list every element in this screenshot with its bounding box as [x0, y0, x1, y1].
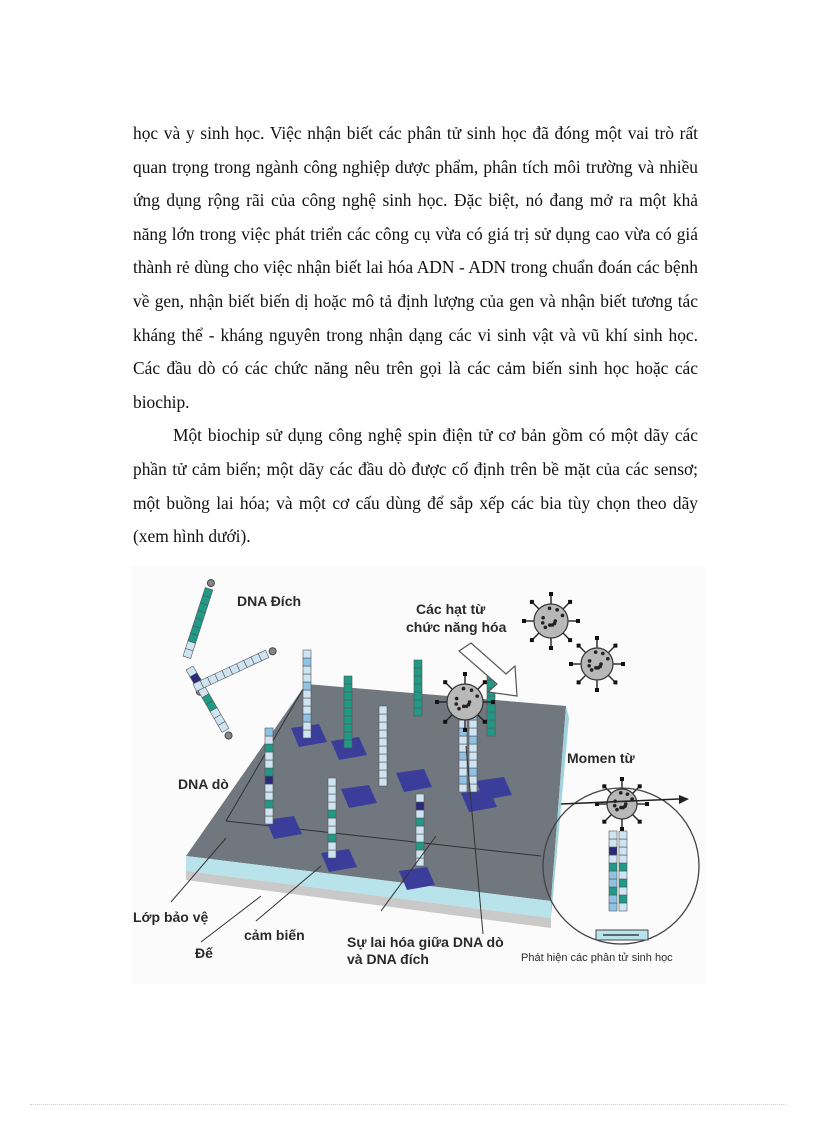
- nanoparticle: [435, 672, 495, 732]
- label-de: Đế: [195, 945, 213, 961]
- biochip-figure: [131, 566, 705, 984]
- label-su-lai-hoa-2: và DNA đích: [347, 951, 429, 967]
- nanoparticle: [595, 777, 649, 831]
- label-cam-bien: cảm biến: [244, 927, 305, 943]
- label-su-lai-hoa-1: Sự lai hóa giữa DNA dò: [347, 934, 504, 950]
- label-momen-tu: Momen từ: [567, 750, 635, 766]
- label-hat-tu-1: Các hạt từ: [416, 601, 486, 617]
- nanoparticle: [522, 592, 580, 650]
- dna-probe-strand: [344, 676, 352, 748]
- paragraph-2: Một biochip sử dụng công nghệ spin điện tử cơ bản gồm có một dãy các phần tử cảm biến; một dãy các đầu dò được cố định trên bề mặt của các sensơ; một buồng lai hóa; và một cơ cấu dùng để sắp xếp các bia tùy chọn theo dãy (xem hình dưới).: [133, 425, 698, 547]
- dna-probe-strand: [379, 706, 387, 786]
- label-phat-hien: Phát hiện các phân tử sinh học: [521, 952, 673, 964]
- dna-probe-strand: [416, 794, 424, 866]
- label-dna-dich: DNA Đích: [237, 593, 302, 609]
- dna-probe-strand: [414, 660, 422, 716]
- biochip-diagram: [131, 566, 705, 984]
- body-text: [133, 117, 698, 554]
- dna-probe-strand: [328, 778, 336, 858]
- label-hat-tu-2: chức năng hóa: [406, 619, 507, 635]
- dna-probe-strand: [265, 728, 273, 824]
- label-lop-bao-ve: Lớp bảo vệ: [133, 909, 209, 925]
- nanoparticle: [569, 636, 625, 692]
- paragraph-1: học và y sinh học. Việc nhận biết các phân tử sinh học đã đóng một vai trò rất quan trọng trong ngành công nghiệp dược phẩm, phân tích môi trường và nhiều ứng dụng rộng rãi của công nghệ sinh học. Đặc biệt, nó đang mở ra một khả năng lớn trong việc phát triển các công cụ vừa có giá trị sử dụng cao vừa có giá thành rẻ dùng cho việc nhận biết lai hóa ADN - ADN trong chuẩn đoán các bệnh về gen, nhận biết biến dị hoặc mô tả định lượng của gen và nhận biết tương tác kháng thể - kháng nguyên trong nhận dạng các vi sinh vật và vũ khí sinh học. Các đầu dò có các chức năng nêu trên gọi là các cảm biến sinh học hoặc các biochip.: [133, 123, 698, 412]
- footer-rule: [30, 1104, 786, 1105]
- dna-detect-strand: [619, 831, 627, 911]
- dna-detect-strand: [609, 831, 617, 911]
- label-dna-do: DNA dò: [178, 776, 229, 792]
- dna-probe-strand: [303, 650, 311, 738]
